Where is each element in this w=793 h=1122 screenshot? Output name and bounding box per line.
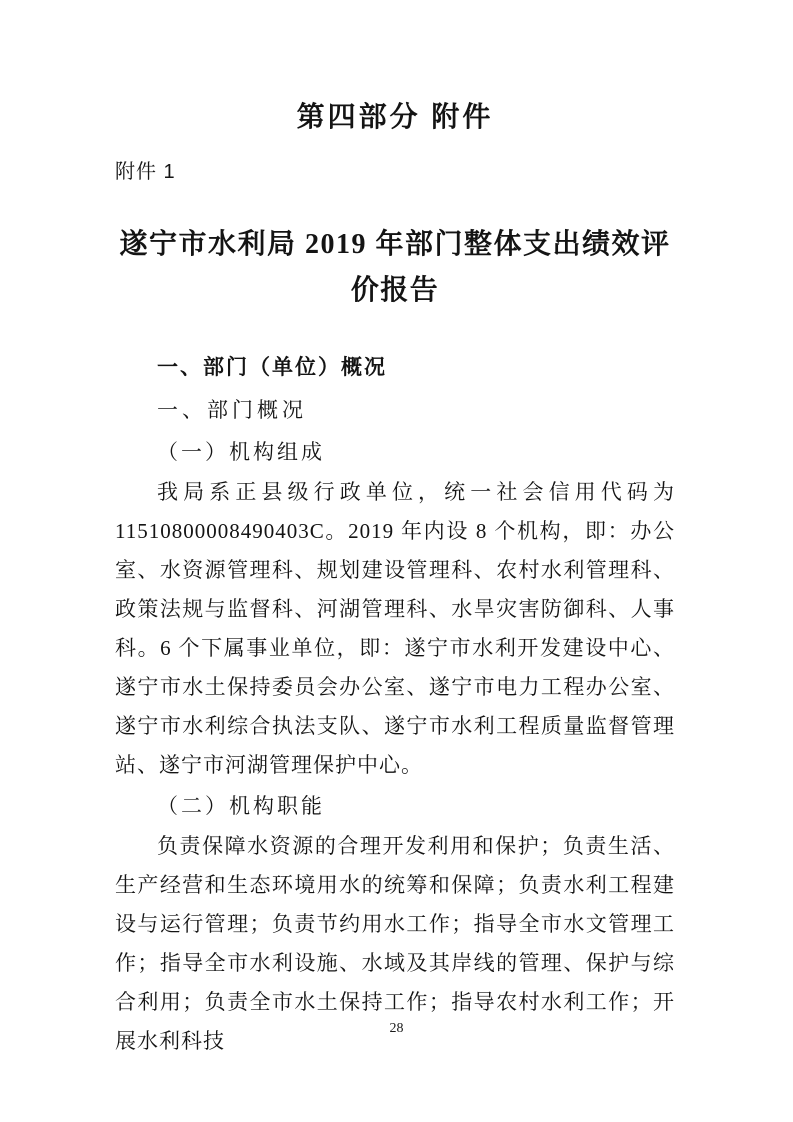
sub-heading-department-overview: 一、部门概况 xyxy=(157,398,307,422)
part-heading: 第四部分 附件 xyxy=(296,101,494,132)
section-heading-department-overview: 一、部门（单位）概况 xyxy=(157,356,387,379)
page-number: 28 xyxy=(389,1021,404,1036)
item-heading-org-composition: （一）机构组成 xyxy=(157,440,325,464)
paragraph-org-composition: 我局系正县级行政单位，统一社会信用代码为 11510800008490403C。2019 年内设 8 个机构，即：办公室、水资源管理科、规划建设管理科、农村水利管理科、政策法规与监督科、河湖管理科、水旱灾害防御科、人事科。6 个下属事业单位，即：遂宁市水利开发建设中心、遂宁市水土保持委员会办公室、遂宁市电力工程办公室、遂宁市水利综合执法支队、遂宁市水利工程质量监督管理站、遂宁市河湖管理保护中心。 xyxy=(115,480,675,777)
paragraph-org-functions: 负责保障水资源的合理开发利用和保护；负责生活、生产经营和生态环境用水的统筹和保障；负责水利工程建设与运行管理；负责节约用水工作；指导全市水文管理工作；指导全市水利设施、水域及其岸线的管理、保护与综合利用；负责全市水土保持工作；指导农村水利工作；开展水利科技 xyxy=(115,834,675,1053)
report-title: 遂宁市水利局 2019 年部门整体支出绩效评价报告 xyxy=(119,229,671,306)
item-heading-org-functions: （二）机构职能 xyxy=(157,794,325,818)
attachment-label: 附件 1 xyxy=(115,161,176,183)
